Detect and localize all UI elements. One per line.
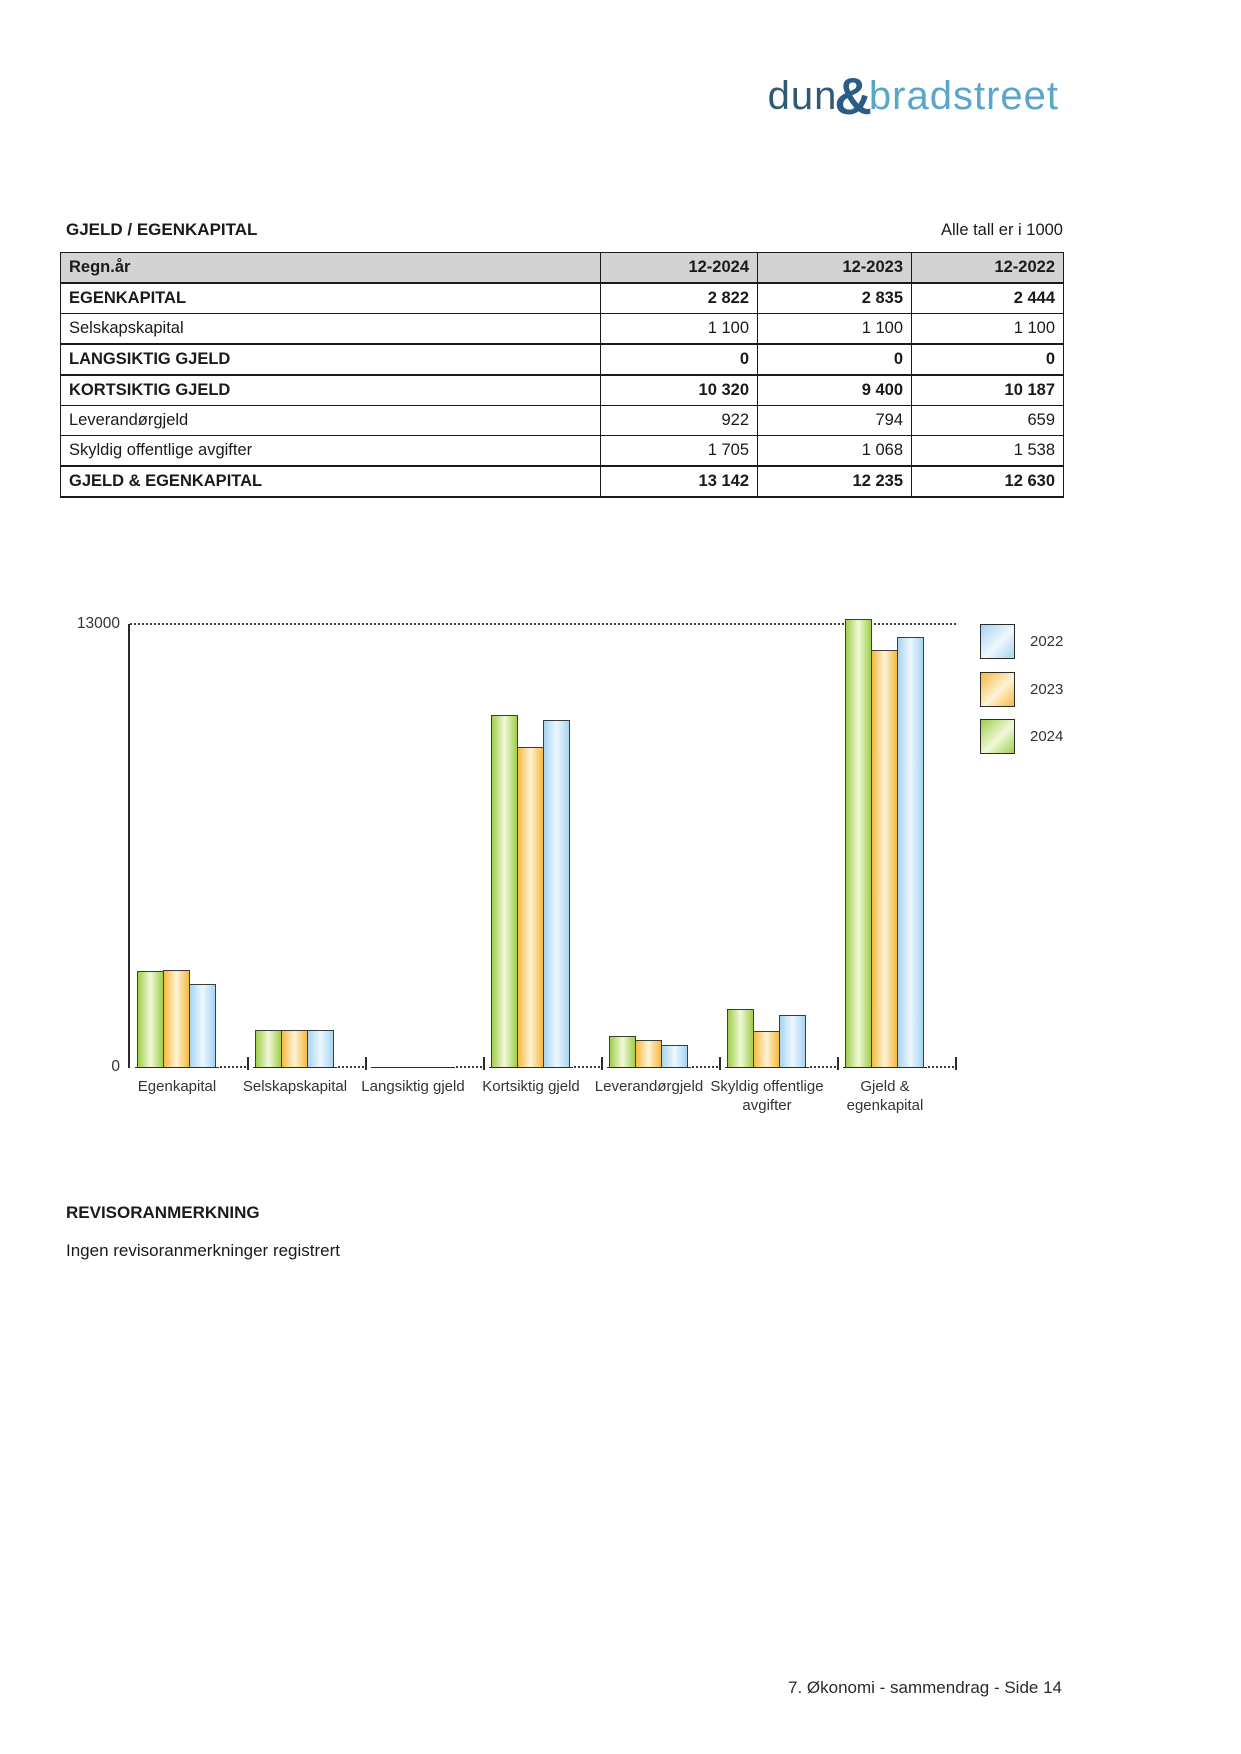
- revisor-heading: REVISORANMERKNING: [66, 1203, 260, 1222]
- bar-2022: [189, 984, 216, 1067]
- dun-bradstreet-logo: [767, 66, 1059, 126]
- gridline-13000: [130, 623, 956, 625]
- baseline-dotted-segment: [220, 1066, 246, 1068]
- category-label-line: Langsiktig gjeld: [361, 1078, 465, 1095]
- row-value: 0: [601, 344, 758, 375]
- row-value: 10 187: [912, 375, 1064, 406]
- category-label-line: Leverandørgjeld: [594, 1078, 704, 1095]
- table-row: [61, 406, 1064, 436]
- legend-swatch-2023: [980, 672, 1015, 707]
- financial-table-body: [61, 283, 1064, 497]
- baseline-segment: [725, 1067, 809, 1068]
- x-axis-tick: [955, 1057, 957, 1070]
- row-value: 1 705: [601, 436, 758, 467]
- category-label-line: Skyldig offentlige: [710, 1078, 824, 1095]
- legend-swatch-2022: [980, 624, 1015, 659]
- row-value: 10 320: [601, 375, 758, 406]
- row-value: 0: [758, 344, 912, 375]
- section-header: [60, 220, 1063, 240]
- financial-table: [60, 252, 1064, 498]
- category-label-line: avgifter: [742, 1097, 792, 1114]
- row-value: 13 142: [601, 466, 758, 497]
- category-label: [328, 1077, 498, 1096]
- y-axis: [128, 624, 130, 1068]
- bar-2024: [845, 619, 872, 1067]
- category-label: [92, 1077, 262, 1096]
- bar-2024: [137, 971, 164, 1067]
- revisor-text: Ingen revisoranmerkninger registrert: [66, 1241, 341, 1260]
- baseline-segment: [843, 1067, 927, 1068]
- category-label-line: Egenkapital: [137, 1078, 217, 1095]
- x-axis-tick: [483, 1057, 485, 1070]
- row-label: EGENKAPITAL: [61, 283, 601, 314]
- row-label: LANGSIKTIG GJELD: [61, 344, 601, 375]
- row-value: 659: [912, 406, 1064, 436]
- row-label: KORTSIKTIG GJELD: [61, 375, 601, 406]
- row-value: 922: [601, 406, 758, 436]
- logo-text-bradstreet: bradstreet: [868, 74, 1059, 118]
- row-label: Leverandørgjeld: [61, 406, 601, 436]
- baseline-dotted-segment: [338, 1066, 364, 1068]
- baseline-dotted-segment: [574, 1066, 600, 1068]
- row-value: 1 068: [758, 436, 912, 467]
- table-row: [61, 466, 1064, 497]
- x-axis-tick: [601, 1057, 603, 1070]
- category-label: [682, 1077, 852, 1115]
- row-value: 9 400: [758, 375, 912, 406]
- chart-plot: [76, 615, 956, 1114]
- bar-2024: [727, 1009, 754, 1067]
- row-value: 1 100: [912, 314, 1064, 345]
- units-note: Alle tall er i 1000: [941, 221, 1063, 239]
- baseline-dotted-segment: [456, 1066, 482, 1068]
- y-tick-label-13000: 13000: [76, 615, 120, 632]
- bar-2024: [609, 1036, 636, 1067]
- row-value: 12 235: [758, 466, 912, 497]
- row-value: 794: [758, 406, 912, 436]
- category-label: [564, 1077, 734, 1096]
- table-row: [61, 344, 1064, 375]
- page-footer: 7. Økonomi - sammendrag - Side 14: [787, 1678, 1062, 1697]
- category-label: [210, 1077, 380, 1096]
- baseline-segment: [253, 1067, 337, 1068]
- section-title: GJELD / EGENKAPITAL: [66, 220, 258, 239]
- year-column-header: 12-2024: [601, 253, 758, 284]
- logo-text-dun: dun: [767, 74, 838, 118]
- category-label: [446, 1077, 616, 1096]
- bar-2023: [281, 1030, 308, 1067]
- bar-2024: [491, 715, 518, 1067]
- row-value: 0: [912, 344, 1064, 375]
- row-value: 2 835: [758, 283, 912, 314]
- table-row: [61, 436, 1064, 467]
- baseline-segment: [371, 1067, 455, 1068]
- baseline-dotted-segment: [928, 1066, 954, 1068]
- category-label-line: Selskapskapital: [242, 1078, 348, 1095]
- baseline-dotted-segment: [810, 1066, 836, 1068]
- table-header-row: [61, 253, 1064, 284]
- bar-2022: [661, 1045, 688, 1067]
- x-axis-tick: [365, 1057, 367, 1070]
- ampersand-icon: &: [834, 68, 872, 126]
- baseline-segment: [607, 1067, 691, 1068]
- bar-2023: [163, 970, 190, 1067]
- legend-swatch-2024: [980, 719, 1015, 754]
- bar-2023: [871, 650, 898, 1067]
- bar-2022: [779, 1015, 806, 1067]
- category-label-line: Gjeld &: [860, 1078, 910, 1095]
- baseline-segment: [135, 1067, 219, 1068]
- table-row: [61, 375, 1064, 406]
- y-tick-label-0: 0: [111, 1058, 120, 1075]
- year-column-header: 12-2023: [758, 253, 912, 284]
- row-value: 2 822: [601, 283, 758, 314]
- row-value: 1 100: [758, 314, 912, 345]
- table-row: [61, 314, 1064, 345]
- year-column-header: 12-2022: [912, 253, 1064, 284]
- category-label-line: Kortsiktig gjeld: [482, 1078, 580, 1095]
- bar-2022: [543, 720, 570, 1067]
- row-value: 2 444: [912, 283, 1064, 314]
- bar-2023: [635, 1040, 662, 1067]
- row-value: 12 630: [912, 466, 1064, 497]
- table-row: [61, 283, 1064, 314]
- row-label: Selskapskapital: [61, 314, 601, 345]
- bar-2022: [307, 1030, 334, 1067]
- bar-2022: [897, 637, 924, 1067]
- row-label: GJELD & EGENKAPITAL: [61, 466, 601, 497]
- category-label-line: egenkapital: [846, 1097, 924, 1114]
- bar-2023: [517, 747, 544, 1067]
- regnar-header: Regn.år: [61, 253, 601, 284]
- legend-label: 2024: [1030, 728, 1064, 745]
- table-head: [61, 253, 1064, 284]
- legend-label: 2022: [1030, 633, 1064, 650]
- bar-2024: [255, 1030, 282, 1067]
- x-axis-tick: [247, 1057, 249, 1070]
- baseline-dotted-segment: [692, 1066, 718, 1068]
- category-label: [800, 1077, 970, 1115]
- row-label: Skyldig offentlige avgifter: [61, 436, 601, 467]
- row-value: 1 100: [601, 314, 758, 345]
- row-value: 1 538: [912, 436, 1064, 467]
- baseline-segment: [489, 1067, 573, 1068]
- x-axis-tick: [837, 1057, 839, 1070]
- x-axis-tick: [719, 1057, 721, 1070]
- legend-label: 2023: [1030, 680, 1064, 698]
- bar-2023: [753, 1031, 780, 1067]
